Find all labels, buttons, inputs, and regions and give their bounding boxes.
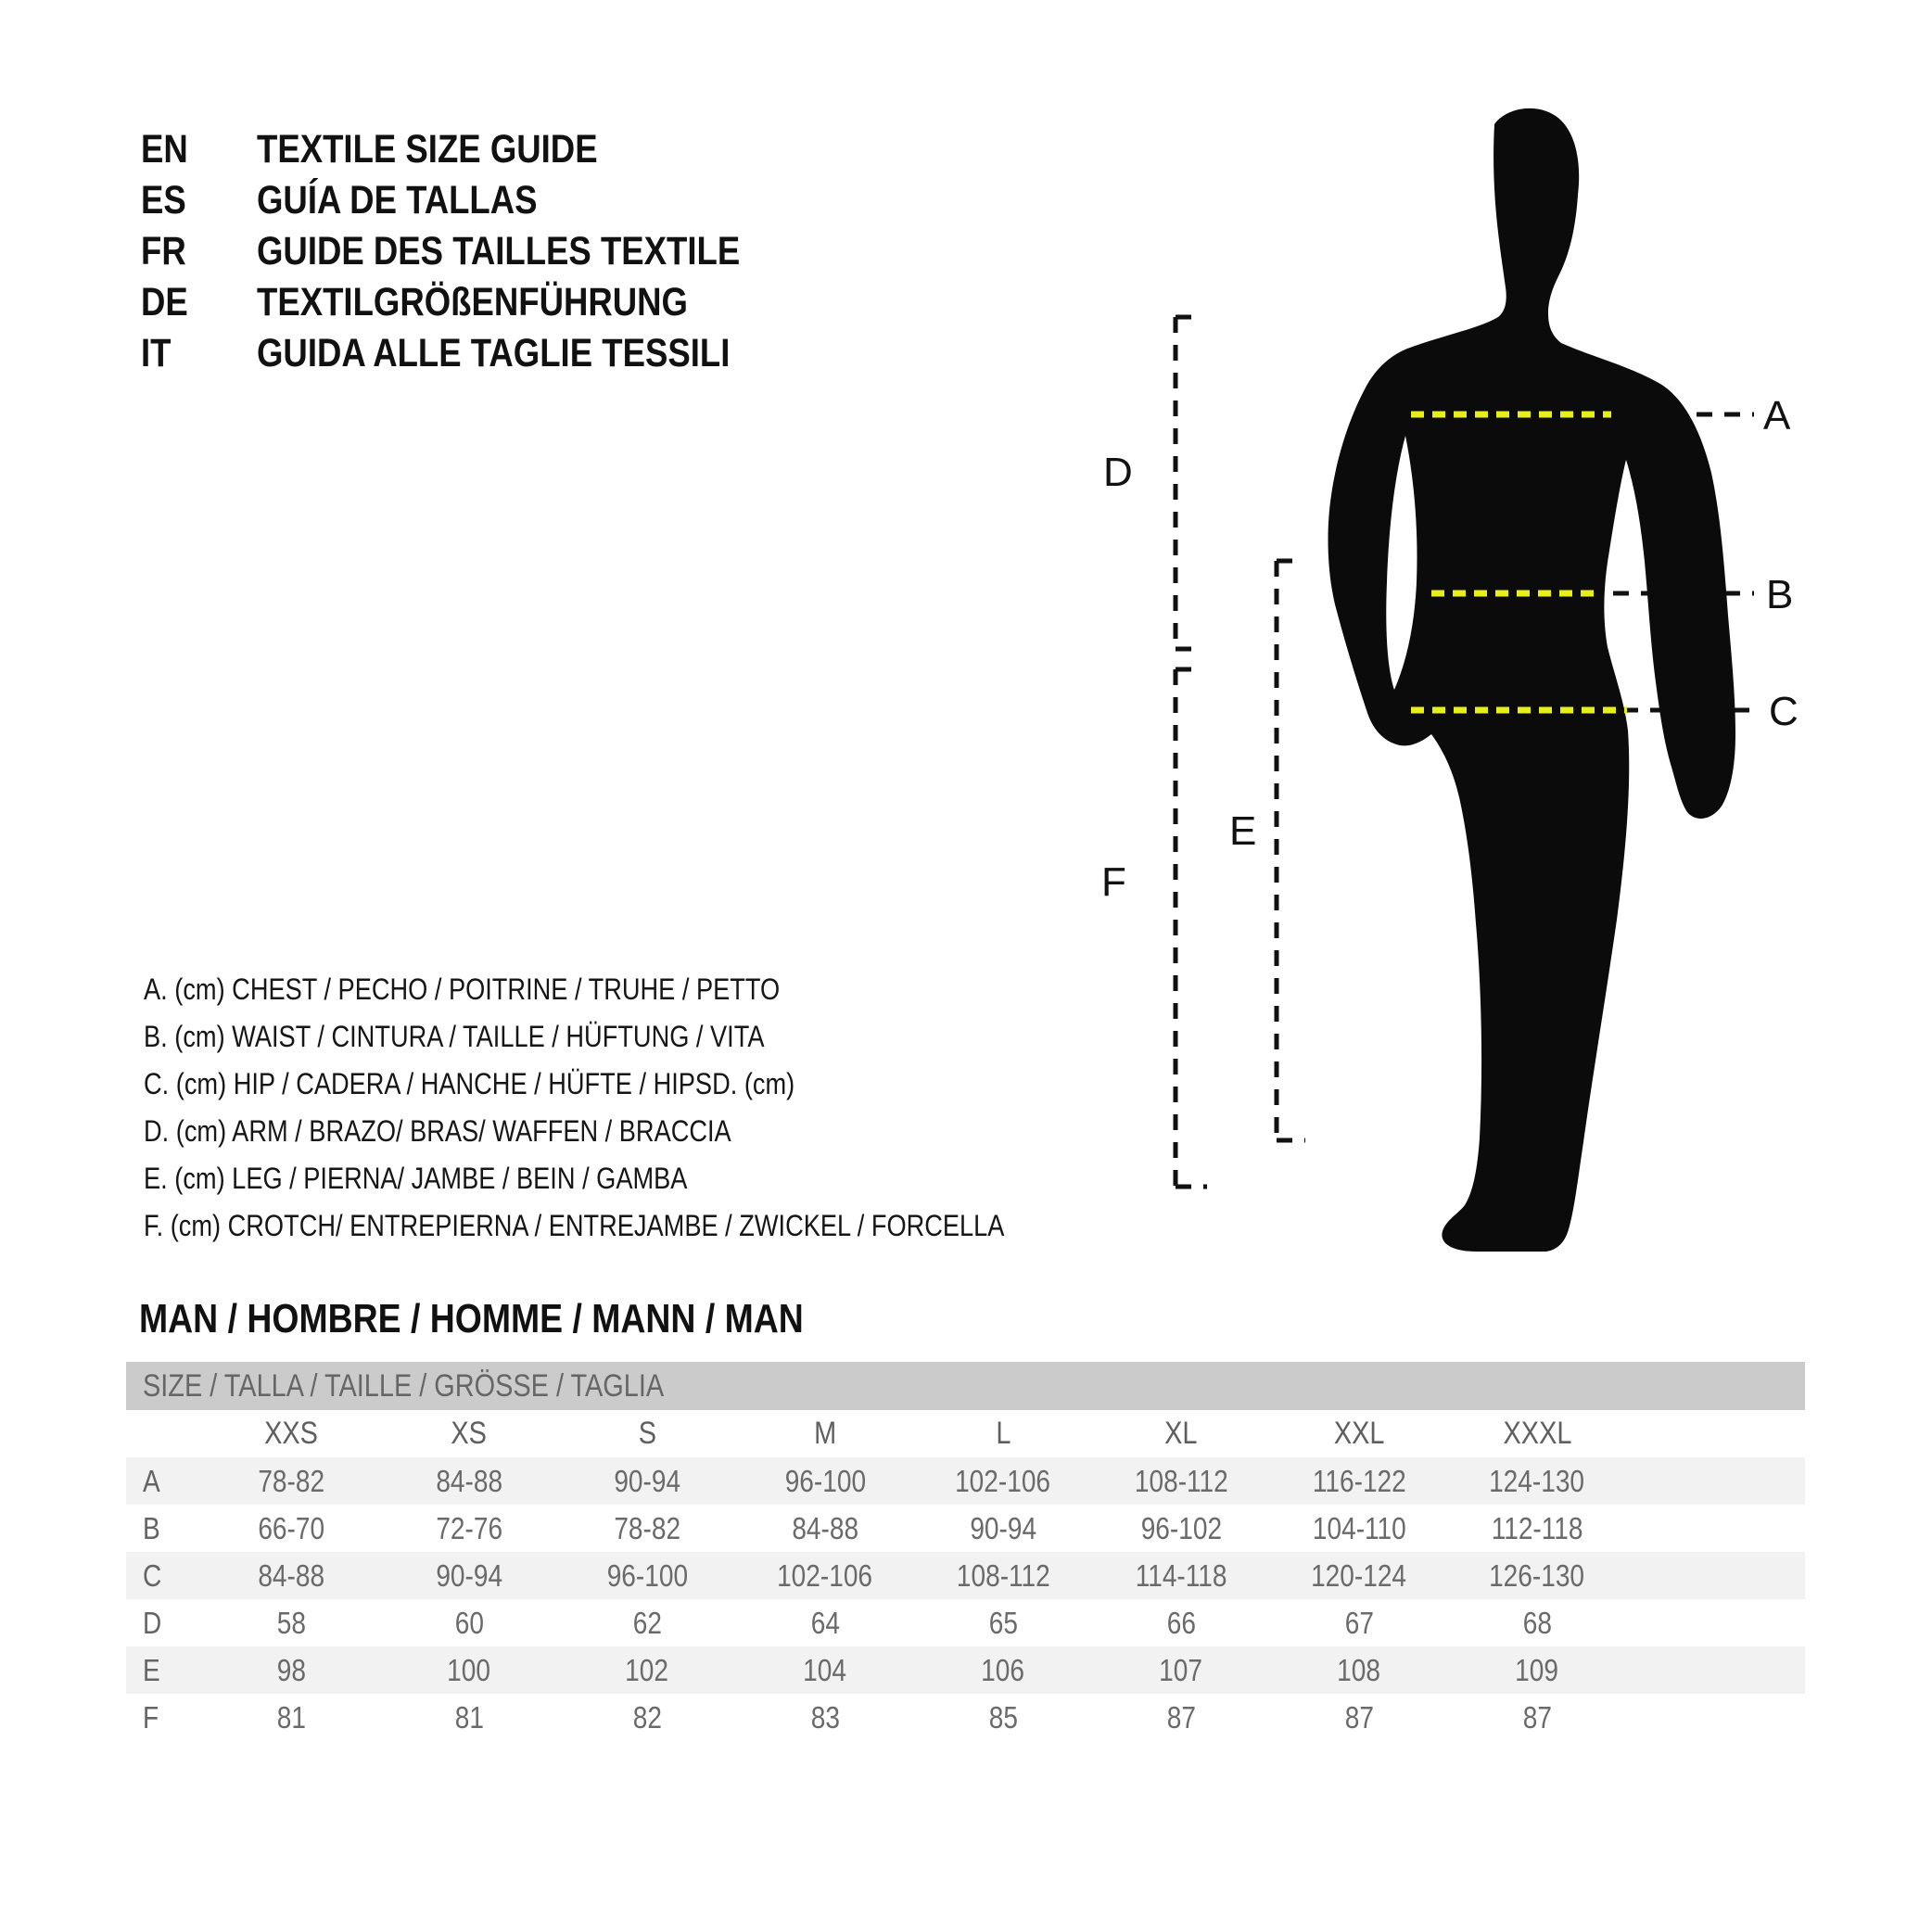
row-label: B [143,1510,160,1545]
table-cell: 107 [1159,1652,1203,1687]
legend-chest: A. (cm) CHEST / PECHO / POITRINE / TRUHE / PETTO [144,972,781,1006]
table-cell: 62 [632,1605,662,1640]
table-cell: 87 [1522,1699,1552,1735]
row-label: E [143,1652,160,1687]
legend-crotch: F. (cm) CROTCH/ ENTREPIERNA / ENTREJAMBE / ZWICKEL / FORCELLA [144,1209,1005,1242]
legend-leg: E. (cm) LEG / PIERNA/ JAMBE / BEIN / GAMBA [144,1162,688,1195]
table-cell: 124-130 [1489,1463,1585,1498]
table-cell: 85 [988,1699,1018,1735]
legend-arm: D. (cm) ARM / BRAZO/ BRAS/ WAFFEN / BRACCIA [144,1114,731,1148]
table-cell: 66 [1166,1605,1196,1640]
table-cell: 96-100 [606,1557,688,1593]
figure-label-hip: C [1769,689,1799,734]
measurement-legend [144,966,1156,1250]
guide-title: TEXTILE SIZE GUIDE [257,127,598,172]
table-cell: 65 [988,1605,1018,1640]
row-label: A [143,1463,160,1498]
guide-title: TEXTILGRÖßENFÜHRUNG [257,280,688,324]
figure-label-waist: B [1766,572,1794,617]
language-code: ES [141,178,186,222]
table-cell: 64 [810,1605,840,1640]
language-row-it [141,328,825,379]
category-heading: MAN / HOMBRE / HOMME / MANN / MAN [139,1296,804,1341]
table-cell: 68 [1522,1605,1552,1640]
table-row-leg [126,1646,1805,1694]
size-col-header: XL [1164,1416,1198,1451]
language-row-es [141,175,825,226]
table-row-crotch [126,1694,1805,1741]
row-label: C [143,1557,162,1593]
language-code: DE [141,280,188,324]
table-cell: 84-88 [436,1463,502,1498]
table-cell: 109 [1515,1652,1559,1687]
guide-title: GUIDE DES TAILLES TEXTILE [257,229,741,273]
size-table-header: SIZE / TALLA / TAILLE / GRÖSSE / TAGLIA [126,1362,1805,1410]
table-cell: 87 [1166,1699,1196,1735]
table-cell: 84-88 [792,1510,858,1545]
row-label: D [143,1605,162,1640]
language-code: FR [141,229,186,273]
table-cell: 102-106 [777,1557,873,1593]
language-code: IT [141,331,172,375]
language-row-de [141,277,825,328]
table-cell: 87 [1344,1699,1374,1735]
size-col-header: XXXL [1503,1416,1571,1451]
size-col-header: XS [451,1416,488,1451]
table-cell: 90-94 [970,1510,1036,1545]
table-cell: 114-118 [1135,1557,1227,1593]
table-cell: 60 [454,1605,484,1640]
table-cell: 112-118 [1491,1510,1583,1545]
table-cell: 90-94 [614,1463,680,1498]
figure-label-crotch: F [1101,859,1126,905]
table-cell: 104-110 [1312,1510,1406,1545]
size-col-header: XXS [264,1416,318,1451]
table-cell: 83 [810,1699,840,1735]
table-cell: 90-94 [436,1557,502,1593]
table-cell: 81 [454,1699,484,1735]
figure-label-leg: E [1229,808,1257,854]
table-cell: 82 [632,1699,662,1735]
table-cell: 116-122 [1312,1463,1406,1498]
size-table-sizes-row [126,1410,1805,1457]
legend-waist: B. (cm) WAIST / CINTURA / TAILLE / HÜFTUNG / VITA [144,1020,765,1053]
size-col-header: M [813,1416,837,1451]
table-cell: 120-124 [1311,1557,1407,1593]
table-row-chest [126,1457,1805,1505]
language-title-block [141,124,825,379]
table-row-hip [126,1552,1805,1599]
row-label: F [143,1699,159,1735]
table-cell: 96-100 [784,1463,866,1498]
man-silhouette [1328,108,1735,1252]
table-cell: 108 [1337,1652,1381,1687]
table-cell: 102-106 [955,1463,1051,1498]
table-cell: 98 [276,1652,306,1687]
table-cell: 102 [625,1652,669,1687]
size-col-header: S [638,1416,656,1451]
guide-title: GUIDA ALLE TAGLIE TESSILI [257,331,731,375]
language-code: EN [141,127,188,172]
size-col-header: XXL [1333,1416,1385,1451]
table-cell: 58 [276,1605,306,1640]
figure-label-chest: A [1763,393,1791,439]
table-cell: 84-88 [258,1557,324,1593]
table-cell: 72-76 [436,1510,502,1545]
table-row-arm [126,1599,1805,1646]
table-cell: 78-82 [614,1510,680,1545]
table-cell: 104 [803,1652,847,1687]
figure-label-arm: D [1103,450,1133,495]
table-cell: 96-102 [1140,1510,1222,1545]
size-table [126,1362,1805,1741]
guide-title: GUÍA DE TALLAS [257,178,538,222]
legend-hip: C. (cm) HIP / CADERA / HANCHE / HÜFTE / HIPSD. (cm) [144,1067,795,1100]
language-row-fr [141,226,825,277]
table-row-waist [126,1505,1805,1552]
table-cell: 100 [447,1652,491,1687]
table-cell: 78-82 [258,1463,324,1498]
table-cell: 126-130 [1489,1557,1585,1593]
size-col-header: L [995,1416,1011,1451]
language-row-en [141,124,825,175]
table-cell: 108-112 [956,1557,1050,1593]
table-cell: 106 [981,1652,1025,1687]
table-cell: 108-112 [1134,1463,1228,1498]
table-cell: 67 [1344,1605,1374,1640]
table-cell: 81 [276,1699,306,1735]
table-cell: 66-70 [258,1510,324,1545]
